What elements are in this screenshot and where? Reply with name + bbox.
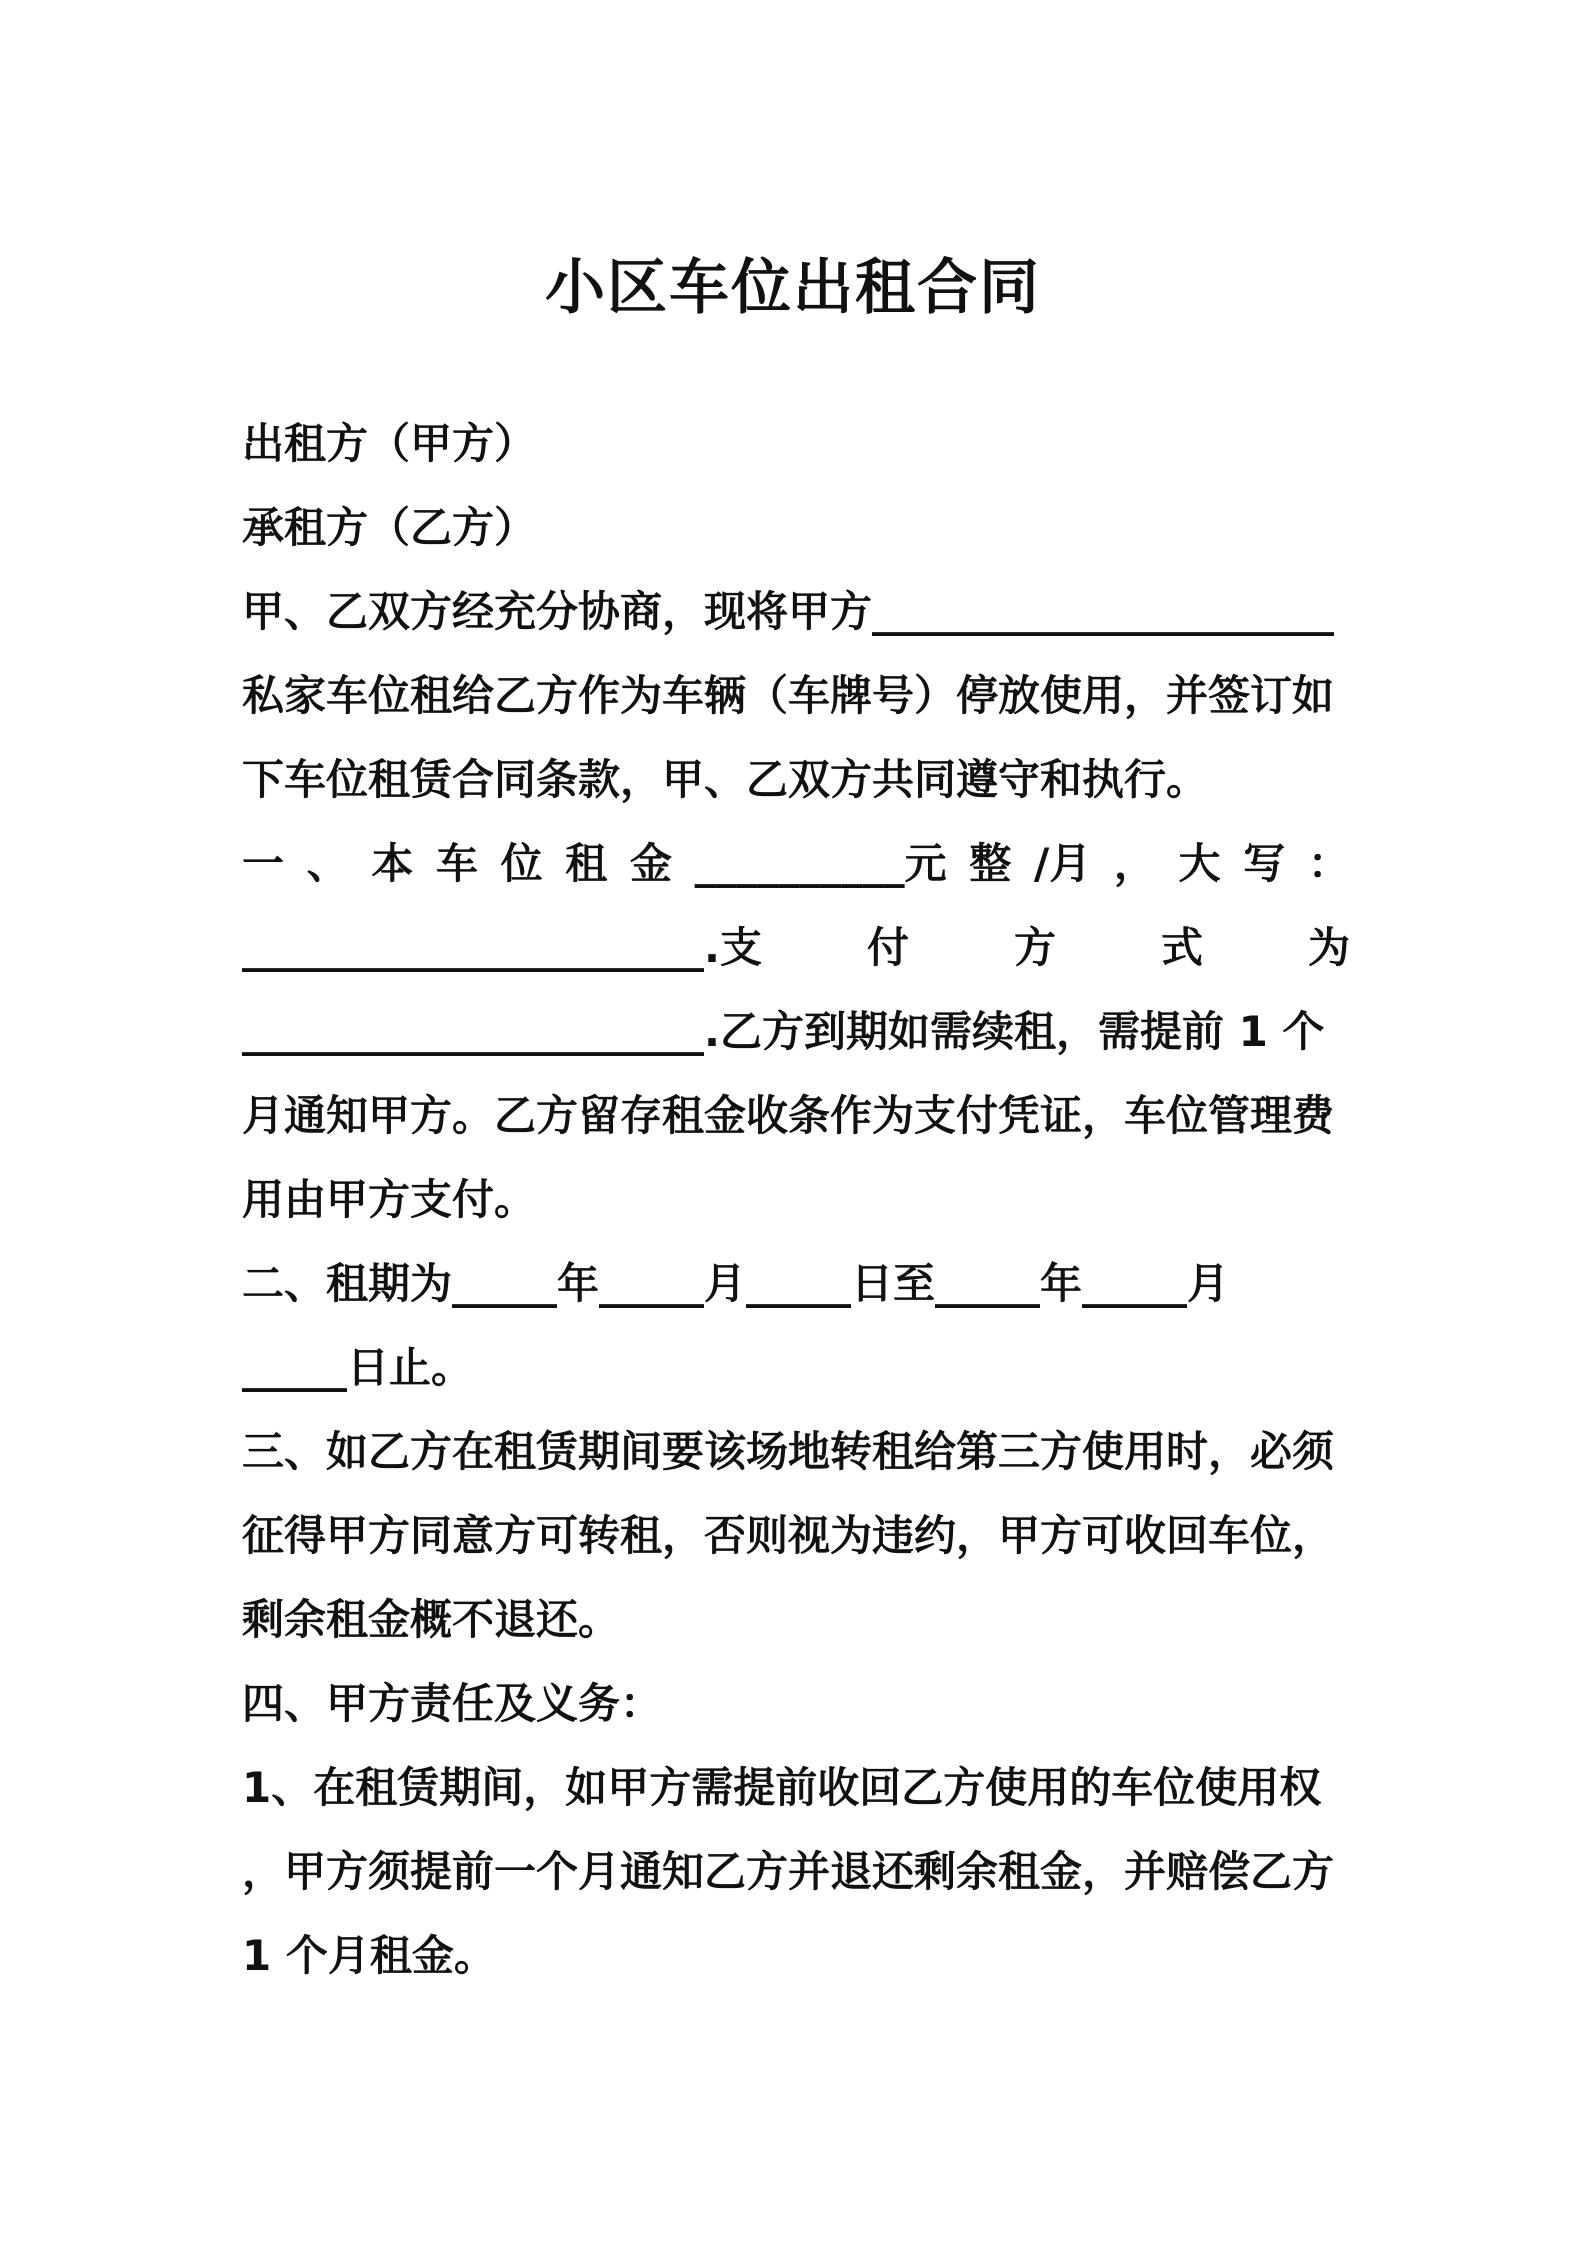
clause-1-line-5: 用由甲方支付。 xyxy=(242,1175,537,1224)
clause-4-item-1-line-2: ，甲方须提前一个月通知乙方并退还剩余租金，并赔偿乙方 xyxy=(242,1847,1335,1896)
clause-1-part: 金 xyxy=(629,839,672,888)
clause-2-line-2: _____日止。 xyxy=(242,1343,474,1392)
clause-1-part: ______________________.支 xyxy=(242,923,762,972)
party-a-line: 出租方（甲方） xyxy=(242,419,537,468)
clause-4-item-1-line-1: 1、在租赁期间，如甲方需提前收回乙方使用的车位使用权 xyxy=(242,1763,1322,1812)
clause-1-part: 整 xyxy=(969,839,1012,888)
clause-1-part: 付 xyxy=(866,923,909,972)
clause-1-part: ： xyxy=(1307,839,1350,888)
intro-line-3: 下车位租赁合同条款，甲、乙双方共同遵守和执行。 xyxy=(242,755,1209,804)
party-b-line: 承租方（乙方） xyxy=(242,503,537,552)
clause-4-heading: 四、甲方责任及义务： xyxy=(242,1679,663,1728)
clause-1-part: 租 xyxy=(565,839,608,888)
clause-1-line-2 xyxy=(242,906,1350,990)
clause-1-part: /月 xyxy=(1033,839,1092,888)
clause-1-part: __________元 xyxy=(694,839,947,888)
clause-1-part: 、 xyxy=(306,839,349,888)
clause-3-line-1: 三、如乙方在租赁期间要该场地转租给第三方使用时，必须 xyxy=(242,1427,1335,1476)
clause-1-part: 为 xyxy=(1307,923,1350,972)
clause-1-part: 式 xyxy=(1160,923,1203,972)
clause-1-part: 车 xyxy=(435,839,478,888)
clause-1-line-3: ______________________.乙方到期如需续租，需提前 1 个 xyxy=(242,1007,1325,1056)
intro-line-1: 甲、乙双方经充分协商，现将甲方______________________ xyxy=(242,587,1335,636)
clause-1-part: ， xyxy=(1113,839,1156,888)
document-title: 小区车位出租合同 xyxy=(545,253,1041,323)
document-body xyxy=(242,402,1350,1998)
clause-1-part: 大 xyxy=(1178,839,1221,888)
intro-line-2: 私家车位租给乙方作为车辆（车牌号）停放使用，并签订如 xyxy=(242,671,1335,720)
clause-1-part: 写 xyxy=(1243,839,1286,888)
clause-2-line-1: 二、租期为_____年_____月_____日至_____年_____月 xyxy=(242,1259,1230,1308)
clause-1-line-1 xyxy=(242,822,1350,906)
clause-4-item-1-line-3: 1 个月租金。 xyxy=(242,1931,496,1980)
clause-1-line-4: 月通知甲方。乙方留存租金收条作为支付凭证，车位管理费 xyxy=(242,1091,1335,1140)
clause-1-part: 位 xyxy=(500,839,543,888)
clause-3-line-2: 征得甲方同意方可转租，否则视为违约，甲方可收回车位， xyxy=(242,1511,1335,1560)
clause-1-part: 一 xyxy=(242,839,285,888)
clause-3-line-3: 剩余租金概不退还。 xyxy=(242,1595,621,1644)
clause-1-part: 方 xyxy=(1013,923,1056,972)
clause-1-part: 本 xyxy=(371,839,414,888)
